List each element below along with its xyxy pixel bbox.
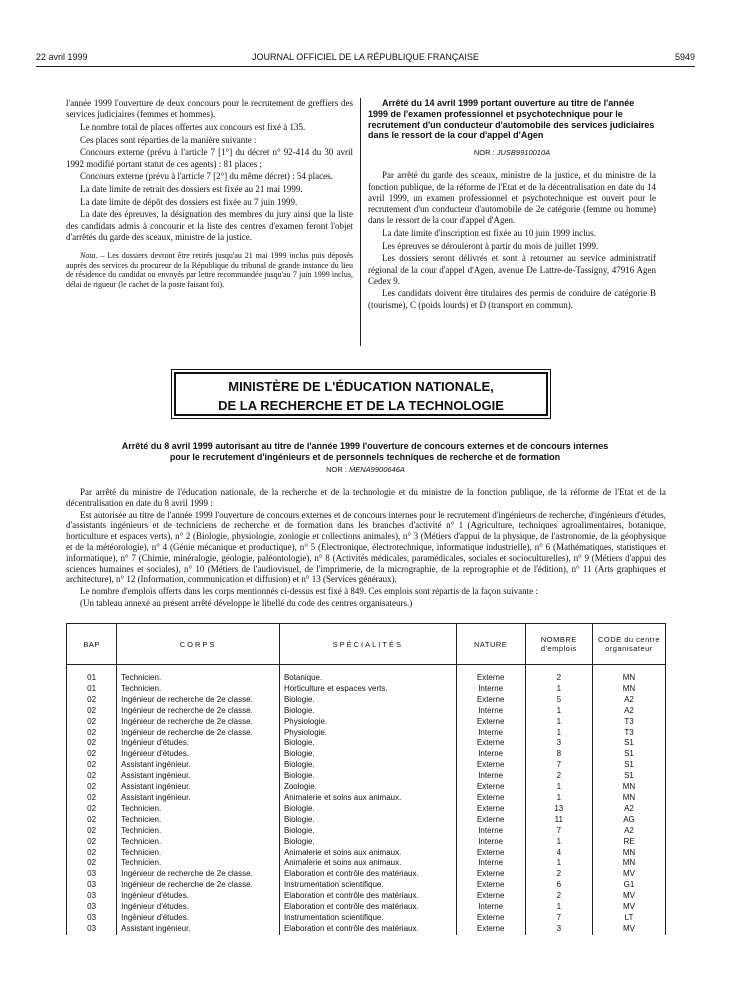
table-cell: 02 — [67, 848, 117, 859]
table-cell: Assistant ingénieur. — [117, 760, 280, 771]
arrete-title-line-1: Arrêté du 8 avril 1999 autorisant au titre de l'année 1999 l'ouverture de concours externes et de concours internes — [121, 441, 609, 451]
paragraph: Le nombre total de places offertes aux concours est fixé à 135. — [80, 121, 306, 132]
table-cell: 1 — [525, 717, 592, 728]
nor-code: MENA9900646A — [349, 465, 405, 474]
table-cell: 1 — [525, 837, 592, 848]
table-cell: Externe — [456, 848, 525, 859]
table-row — [67, 880, 666, 891]
table-cell: Biologie. — [279, 815, 456, 826]
table-cell: 1 — [525, 902, 592, 913]
page-header — [36, 52, 695, 66]
table-cell: Interne — [456, 826, 525, 837]
table-cell: 11 — [525, 815, 592, 826]
table-cell: MN — [593, 848, 666, 859]
table-cell: Instrumentation scientifique. — [279, 913, 456, 924]
table-cell: 03 — [67, 902, 117, 913]
table-cell: 02 — [67, 793, 117, 804]
table-row — [67, 869, 666, 880]
paragraph: La date limite d'inscription est fixée au 10 juin 1999 inclus. — [382, 227, 596, 238]
table-cell: Technicien. — [117, 815, 280, 826]
table-cell: 02 — [67, 771, 117, 782]
table-row — [67, 804, 666, 815]
table-cell: 02 — [67, 717, 117, 728]
header-rule — [36, 66, 695, 67]
table-cell: Biologie. — [279, 826, 456, 837]
table-row — [67, 717, 666, 728]
table-cell: Technicien. — [117, 848, 280, 859]
table-cell: Technicien. — [117, 684, 280, 695]
table-cell: Horticulture et espaces verts. — [279, 684, 456, 695]
table-cell: Technicien. — [117, 673, 280, 684]
table-cell: MV — [593, 869, 666, 880]
table-cell: 1 — [525, 858, 592, 869]
paragraph: Les dossiers seront délivrés et sont à retourner au service administratif régional de la cour d'appel d'Agen, avenue De Lattre-de-Tassigny, 47916 Agen Cedex 9. — [368, 253, 656, 286]
table-cell: Biologie. — [279, 804, 456, 815]
right-column — [368, 98, 656, 312]
table-cell: Interne — [456, 837, 525, 848]
journal-title: JOURNAL OFFICIEL DE LA RÉPUBLIQUE FRANÇAISE — [252, 52, 479, 62]
table-cell: 4 — [525, 848, 592, 859]
col-nature: NATURE — [456, 624, 525, 665]
table-cell: T3 — [593, 728, 666, 739]
table-cell: Externe — [456, 717, 525, 728]
table-cell: Ingénieur d'études. — [117, 902, 280, 913]
table-cell: Botanique. — [279, 673, 456, 684]
table-cell: 03 — [67, 891, 117, 902]
table-cell: MN — [593, 673, 666, 684]
table-cell: Elaboration et contrôle des matériaux. — [279, 891, 456, 902]
table-cell: Ingénieur de recherche de 2e classe. — [117, 706, 280, 717]
paragraph: (Un tableau annexé au présent arrêté développe le libellé du code des centres organisateurs.) — [80, 597, 413, 608]
table-cell: 02 — [67, 760, 117, 771]
table-cell: S1 — [593, 760, 666, 771]
table-cell: MV — [593, 924, 666, 935]
table-cell: Externe — [456, 880, 525, 891]
table-cell: Elaboration et contrôle des matériaux. — [279, 924, 456, 935]
table-cell: Elaboration et contrôle des matériaux. — [279, 869, 456, 880]
table-cell: Externe — [456, 891, 525, 902]
col-specialites: SPÉCIALITÉS — [279, 624, 456, 665]
col-code: CODE du centre organisateur — [593, 624, 666, 665]
table-cell: 03 — [67, 924, 117, 935]
table-cell: 1 — [525, 706, 592, 717]
table-cell: 02 — [67, 782, 117, 793]
table-cell: 01 — [67, 684, 117, 695]
page-number: 5949 — [674, 52, 695, 62]
table-cell: 02 — [67, 695, 117, 706]
table-cell: Ingénieur de recherche de 2e classe. — [117, 880, 280, 891]
table-cell: 2 — [525, 869, 592, 880]
table-header-row — [67, 624, 666, 665]
paragraph: Ces places sont réparties de la manière suivante : — [80, 134, 257, 145]
table-row — [67, 837, 666, 848]
table-cell: Technicien. — [117, 858, 280, 869]
table-cell: Interne — [456, 706, 525, 717]
table-row — [67, 793, 666, 804]
table-cell: Elaboration et contrôle des matériaux. — [279, 902, 456, 913]
table-cell: 1 — [525, 684, 592, 695]
table-cell: Externe — [456, 815, 525, 826]
table-cell: RE — [593, 837, 666, 848]
table-row — [67, 891, 666, 902]
paragraph: La date limite de dépôt des dossiers est fixée au 7 juin 1999. — [80, 196, 298, 207]
table-cell: Technicien. — [117, 804, 280, 815]
table-cell: 02 — [67, 826, 117, 837]
table-cell: 02 — [67, 837, 117, 848]
table-cell: Animalerie et soins aux animaux. — [279, 858, 456, 869]
nota-text: – Les dossiers devront être retirés jusqu'au 21 mai 1999 inclus puis déposés auprès des services du procureur de la République du tribunal de grande instance du lieu de résidence du candidat ou envoyés par lettre recommandée jusqu'au 7 juin 1999 inclus, délai de rigueur (le cachet de la poste faisant foi). — [66, 250, 353, 289]
table-cell: Biologie. — [279, 760, 456, 771]
table-cell: S1 — [593, 771, 666, 782]
table-cell: Ingénieur d'études. — [117, 891, 280, 902]
table-cell: Ingénieur de recherche de 2e classe. — [117, 728, 280, 739]
table-cell: A2 — [593, 695, 666, 706]
table-cell: Biologie. — [279, 837, 456, 848]
table-cell: Ingénieur de recherche de 2e classe. — [117, 695, 280, 706]
table-cell: 3 — [525, 738, 592, 749]
paragraph: Concours externe (prévu à l'article 7 [2°] du même décret) : 54 places. — [80, 171, 333, 182]
col-nombre: NOMBRE d'emplois — [525, 624, 592, 665]
table-cell: Assistant ingénieur. — [117, 924, 280, 935]
table-cell: Interne — [456, 902, 525, 913]
table-row — [67, 902, 666, 913]
nor-label: NOR : — [473, 148, 497, 158]
table-cell: Ingénieur d'études. — [117, 749, 280, 760]
table-row — [67, 848, 666, 859]
table-cell: A2 — [593, 706, 666, 717]
paragraph: Concours externe (prévu à l'article 7 [1°] du décret n° 92-414 du 30 avril 1992 modifié portant statut de ces agents) : 81 places ; — [66, 147, 353, 169]
table-cell: T3 — [593, 717, 666, 728]
table-cell: 02 — [67, 804, 117, 815]
paragraph: Les épreuves se dérouleront à partir du mois de juillet 1999. — [382, 240, 599, 251]
table-cell: Externe — [456, 869, 525, 880]
column-divider — [360, 98, 361, 346]
paragraph: La date des épreuves, la désignation des membres du jury ainsi que la liste des candidats admis à concourir et la liste des centres d'examen feront l'objet d'arrêtés du garde des sceaux, ministre de la justice. — [66, 209, 353, 242]
table-row — [67, 673, 666, 684]
paragraph: Par arrêté du garde des sceaux, ministre de la justice, et du ministre de la fonction publique, de la réforme de l'Etat et de la décentralisation en date du 14 avril 1999, un examen professionnel et psychotechnique est ouvert pour le recrutement d'un conducteur d'automobile de 2e catégorie (femme ou homme) dans le ressort de la cour d'appel d'Agen. — [368, 170, 656, 226]
table-cell: Animalerie et soins aux animaux. — [279, 793, 456, 804]
ministry-line-1: MINISTÈRE DE L'ÉDUCATION NATIONALE, — [228, 379, 494, 394]
arrete-nor — [0, 465, 731, 474]
table-cell: 03 — [67, 869, 117, 880]
table-cell: MN — [593, 782, 666, 793]
table-cell: 1 — [525, 728, 592, 739]
table-cell: 7 — [525, 913, 592, 924]
table-cell: 1 — [525, 793, 592, 804]
table-cell: Externe — [456, 738, 525, 749]
table-row — [67, 706, 666, 717]
table-cell: 02 — [67, 738, 117, 749]
table-cell: Physiologie. — [279, 717, 456, 728]
table-cell: 2 — [525, 891, 592, 902]
arrete-body — [66, 487, 666, 610]
paragraph: Par arrêté du ministre de l'éducation nationale, de la recherche et de la technologie et du ministre de la fonction publique, de la réforme de l'Etat et de la décentralisation en date du 8 avril 1999 : — [66, 487, 666, 508]
table-cell: Externe — [456, 924, 525, 935]
table-cell: Externe — [456, 913, 525, 924]
table-cell: Externe — [456, 793, 525, 804]
table-row — [67, 815, 666, 826]
table-row — [67, 924, 666, 935]
nor-reference — [368, 147, 656, 158]
table-cell: 13 — [525, 804, 592, 815]
table-cell: Interne — [456, 858, 525, 869]
table-cell: 3 — [525, 924, 592, 935]
table-cell: Ingénieur d'études. — [117, 913, 280, 924]
table-cell: MN — [593, 858, 666, 869]
col-bap: BAP — [67, 624, 117, 665]
table-cell: Ingénieur de recherche de 2e classe. — [117, 869, 280, 880]
paragraph: Est autorisée au titre de l'année 1999 l'ouverture de concours externes et de concours internes pour le recrutement d'ingénieurs de recherche, d'ingénieurs d'études, d'assistants ingénieurs et de techniciens de recherche et de formation dans les branches d'activité n° 1 (Agriculture, techniques agroalimentaires, botanique, horticulture et espaces verts), n° 2 (Biologie, physiologie, zoologie et collections animales), n° 3 (Métiers d'appui de la physique, de l'astronomie, de la géophysique et de la météorologie), n° 4 (Génie mécanique et productique), n° 5 (Electronique, électrotechnique, informatique industrielle), n° 6 (Mathématiques, statistiques et informatique), n° 7 (Chimie, minéralogie, géologie, paléontologie), n° 8 (Activités médicales, paramédicales, sociales et socioculturelles), n° 9 (Métiers d'appui des sciences humaines et sociales), n° 10 (Métiers de l'audiovisuel, de l'imprimerie, de la micrographie, de la reprographie et de l'édition), n° 11 (Arts graphiques et architecture), n° 12 (Information, communication et diffusion) et n° 13 (Services généraux). — [66, 509, 666, 585]
table-cell: Technicien. — [117, 826, 280, 837]
table-cell: 2 — [525, 771, 592, 782]
table-cell: 2 — [525, 673, 592, 684]
table-cell: 02 — [67, 858, 117, 869]
table-cell: Instrumentation scientifique. — [279, 880, 456, 891]
table-cell: Biologie. — [279, 771, 456, 782]
table-cell: Assistant ingénieur. — [117, 793, 280, 804]
table-cell: MN — [593, 793, 666, 804]
table-cell: 7 — [525, 760, 592, 771]
ministry-heading-box — [174, 372, 548, 416]
table-cell: Externe — [456, 804, 525, 815]
header-date: 22 avril 1999 — [36, 52, 88, 62]
table-cell: Interne — [456, 728, 525, 739]
table-cell: Assistant ingénieur. — [117, 771, 280, 782]
table-cell: Assistant ingénieur. — [117, 782, 280, 793]
table-cell: 01 — [67, 673, 117, 684]
table-row — [67, 760, 666, 771]
table-cell: 02 — [67, 749, 117, 760]
table-row — [67, 684, 666, 695]
table-row — [67, 728, 666, 739]
table-cell: 02 — [67, 706, 117, 717]
table-cell: 1 — [525, 782, 592, 793]
table-row — [67, 782, 666, 793]
table-cell: 7 — [525, 826, 592, 837]
table-cell: Biologie. — [279, 706, 456, 717]
table-cell: Biologie. — [279, 749, 456, 760]
table-cell: 02 — [67, 815, 117, 826]
paragraph: La date limite de retrait des dossiers est fixée au 21 mai 1999. — [80, 183, 303, 194]
table-row — [67, 858, 666, 869]
nota-note — [66, 251, 353, 289]
table-cell: Physiologie. — [279, 728, 456, 739]
nota-label: Nota. — [80, 250, 98, 260]
nor-code: JUSB9910010A — [496, 148, 551, 158]
table-cell: 6 — [525, 880, 592, 891]
employment-table — [66, 623, 666, 935]
table-row — [67, 749, 666, 760]
table-cell: S1 — [593, 738, 666, 749]
table-cell: LT — [593, 913, 666, 924]
table-cell: Interne — [456, 749, 525, 760]
arrete-title — [70, 441, 660, 463]
table-cell: A2 — [593, 804, 666, 815]
table-cell: Externe — [456, 695, 525, 706]
table-cell: S1 — [593, 749, 666, 760]
table-cell: G1 — [593, 880, 666, 891]
arrete-title-line-2: pour le recrutement d'ingénieurs et de personnels techniques de recherche et de formation — [169, 452, 561, 462]
table-cell: Technicien. — [117, 837, 280, 848]
table-row — [67, 695, 666, 706]
table-cell: 03 — [67, 913, 117, 924]
table-row — [67, 771, 666, 782]
table-cell: Interne — [456, 684, 525, 695]
nor-label: NOR : — [326, 465, 350, 474]
table-cell: Biologie. — [279, 695, 456, 706]
table-cell: 8 — [525, 749, 592, 760]
table-cell: Biologie. — [279, 738, 456, 749]
left-column — [66, 98, 353, 289]
table-cell: MV — [593, 891, 666, 902]
table-cell: Animalerie et soins aux animaux. — [279, 848, 456, 859]
arrete-agen-title: Arrêté du 14 avril 1999 portant ouverture au titre de l'année 1999 de l'examen professionnel et psychotechnique pour le recrutement d'un conducteur d'automobile des services judiciaires dans le ressort de la cour d'appel d'Agen — [368, 98, 655, 141]
table-cell: AG — [593, 815, 666, 826]
ministry-line-2: DE LA RECHERCHE ET DE LA TECHNOLOGIE — [218, 398, 504, 413]
table-cell: 03 — [67, 880, 117, 891]
paragraph: Les candidats doivent être titulaires des permis de conduire de catégorie B (tourisme), C (poids lourds) et D (transport en commun). — [368, 288, 656, 310]
table-cell: Externe — [456, 673, 525, 684]
table-cell: Ingénieur de recherche de 2e classe. — [117, 717, 280, 728]
table-row — [67, 913, 666, 924]
table-cell: 5 — [525, 695, 592, 706]
table-row — [67, 826, 666, 837]
paragraph: l'année 1999 l'ouverture de deux concours pour le recrutement de greffiers des services judiciaires (femmes et hommes). — [66, 98, 353, 120]
table-cell: Ingénieur d'études. — [117, 738, 280, 749]
col-corps: CORPS — [117, 624, 280, 665]
table-cell: Zoologie. — [279, 782, 456, 793]
paragraph: Le nombre d'emplois offerts dans les corps mentionnés ci-dessus est fixé à 849. Ces emplois sont répartis de la façon suivante : — [80, 586, 538, 597]
table-cell: 02 — [67, 728, 117, 739]
table-cell: A2 — [593, 826, 666, 837]
table-cell: Interne — [456, 771, 525, 782]
table-cell: MN — [593, 684, 666, 695]
table-cell: MV — [593, 902, 666, 913]
table-cell: Externe — [456, 760, 525, 771]
table-cell: Externe — [456, 782, 525, 793]
table-row — [67, 738, 666, 749]
